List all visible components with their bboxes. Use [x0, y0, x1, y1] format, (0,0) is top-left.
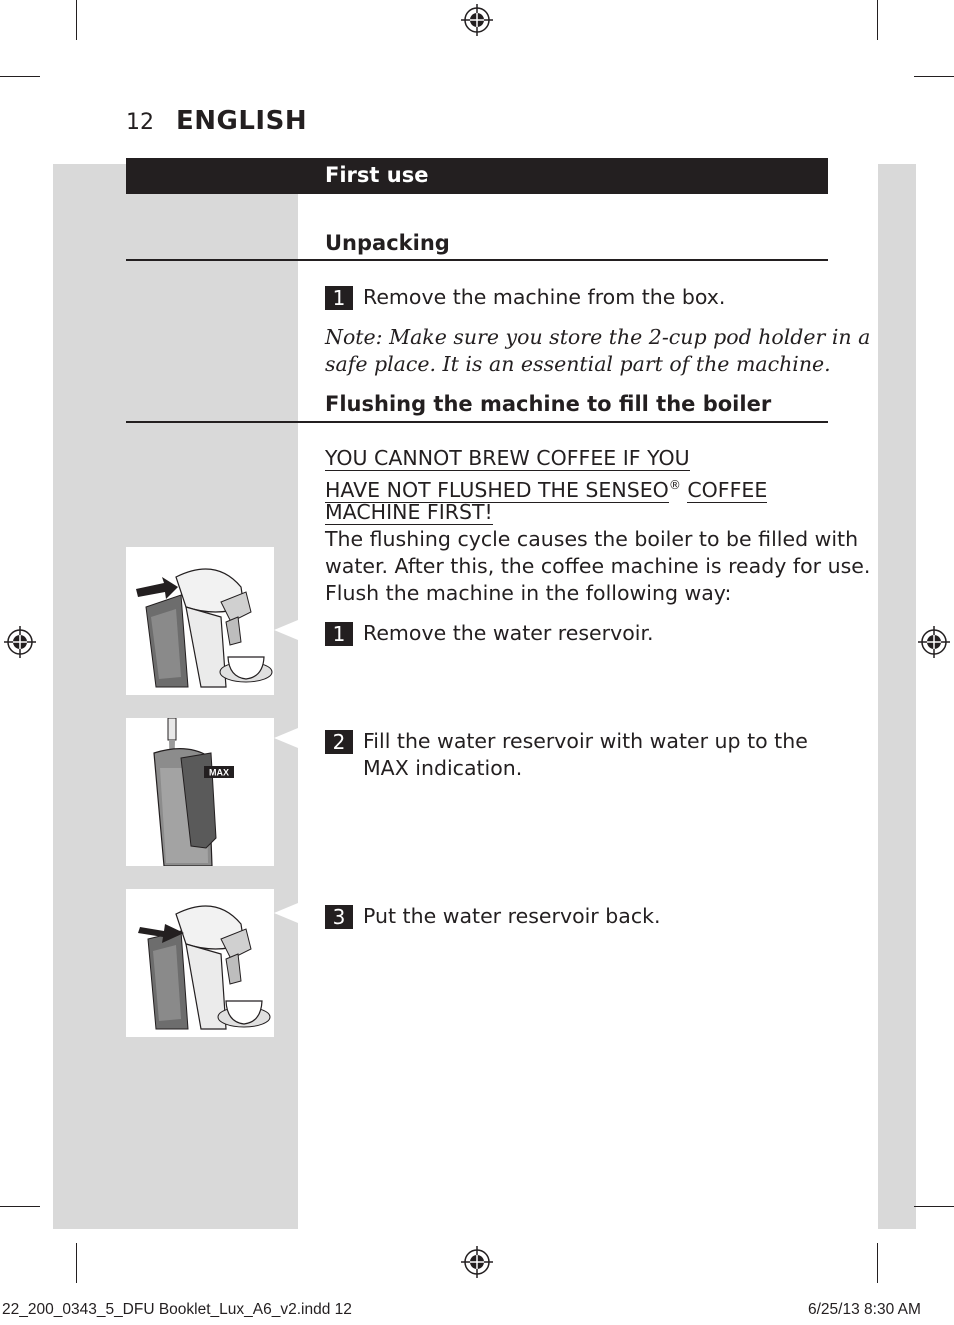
heading-rule: [126, 421, 828, 423]
water-reservoir-icon: [126, 718, 274, 866]
warning-line: [325, 445, 690, 472]
footer-date: 6/25/13 8:30 AM: [808, 1301, 921, 1318]
step-number-badge: 3: [325, 905, 353, 929]
note-text-line: safe place. It is an essential part of the machine.: [325, 352, 831, 376]
step-text: Fill the water reservoir with water up to the: [363, 729, 808, 753]
intro-text-line: water. After this, the coffee machine is ready for use.: [325, 554, 871, 578]
heading-rule: [126, 259, 828, 261]
page-language: ENGLISH: [176, 106, 308, 136]
flushing-heading: Flushing the machine to fill the boiler: [325, 392, 772, 416]
crop-mark: [76, 0, 77, 40]
coffee-machine-icon: [126, 889, 274, 1037]
step-text: MAX indication.: [363, 756, 523, 780]
unpacking-heading: Unpacking: [325, 231, 450, 255]
max-label: MAX: [209, 767, 229, 778]
illustration-pointer: [274, 903, 298, 923]
registration-mark-icon: [918, 626, 950, 658]
warning-text: COFFEE: [687, 477, 768, 502]
crop-mark: [0, 1206, 40, 1207]
illustration-remove-reservoir: [126, 547, 274, 695]
registration-mark-icon: [461, 1246, 493, 1278]
crop-mark: [877, 0, 878, 40]
warning-text: HAVE NOT FLUSHED THE SENSEO: [325, 477, 669, 502]
warning-text: MACHINE FIRST!: [325, 500, 493, 524]
note-text-line: Note: Make sure you store the 2-cup pod holder in a: [325, 325, 871, 349]
section-header-bar: [126, 158, 828, 194]
illustration-pointer: [274, 728, 298, 748]
registration-mark-icon: [461, 4, 493, 36]
registration-mark-icon: [4, 626, 36, 658]
crop-mark: [914, 1206, 954, 1207]
step-text: Remove the machine from the box.: [363, 285, 726, 309]
step-number-badge: 1: [325, 622, 353, 646]
footer-file-info: 22_200_0343_5_DFU Booklet_Lux_A6_v2.indd 12: [2, 1301, 352, 1318]
crop-mark: [0, 76, 40, 77]
coffee-machine-icon: [126, 547, 274, 695]
step-text: Remove the water reservoir.: [363, 621, 654, 645]
step-text: Put the water reservoir back.: [363, 904, 661, 928]
illustration-pointer: [274, 620, 298, 640]
crop-mark: [76, 1243, 77, 1283]
warning-line: [325, 499, 493, 526]
warning-text: YOU CANNOT BREW COFFEE IF YOU: [325, 446, 690, 470]
illustration-replace-reservoir: [126, 889, 274, 1037]
page-number: 12: [126, 110, 154, 135]
intro-text-line: Flush the machine in the following way:: [325, 581, 732, 605]
left-margin-panel: [53, 164, 298, 1229]
intro-text-line: The flushing cycle causes the boiler to be filled with: [325, 527, 859, 551]
crop-mark: [877, 1243, 878, 1283]
step-number-badge: 2: [325, 730, 353, 754]
step-number-badge: 1: [325, 286, 353, 310]
right-margin-panel: [878, 164, 916, 1229]
registered-mark: ®: [668, 478, 681, 492]
illustration-fill-reservoir: [126, 718, 274, 866]
crop-mark: [914, 76, 954, 77]
section-title: First use: [325, 163, 429, 187]
